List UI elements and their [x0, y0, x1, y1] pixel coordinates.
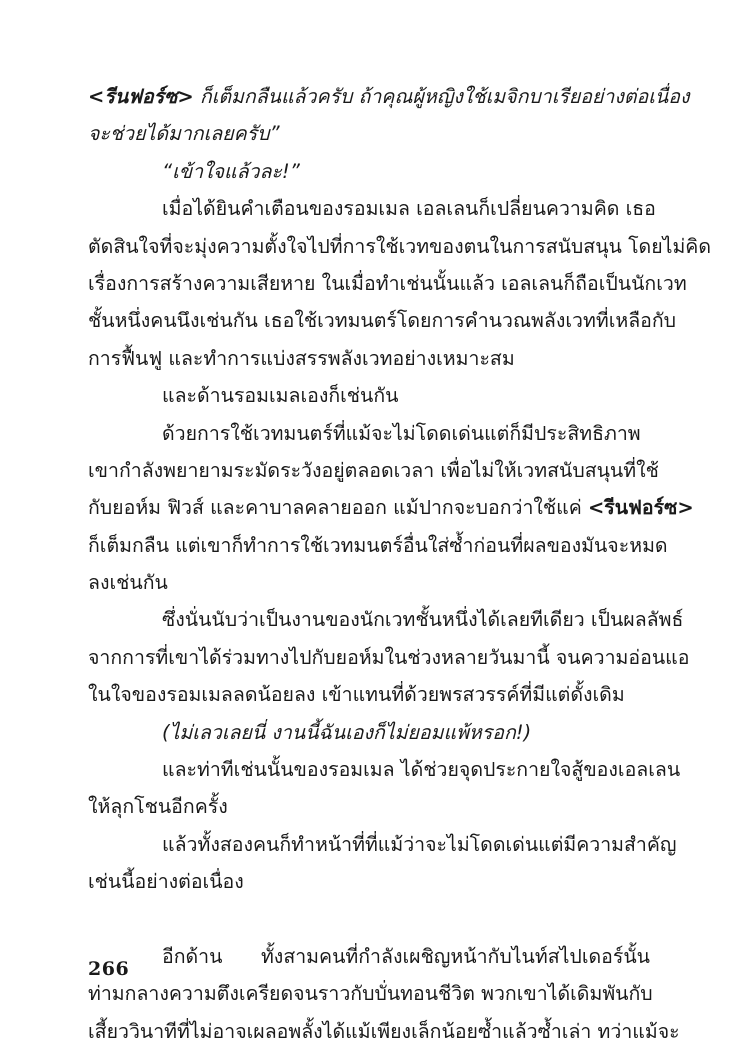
text-segment: ท่ามกลางความตึงเครียดจนราวกับบั่นทอนชีวิต พวกเขาได้เดิมพันกับ [88, 982, 653, 1006]
text-line [88, 153, 650, 190]
text-segment: (ไม่เลวเลยนี่ งานนี้ฉันเองก็ไม่ยอมแพ้หรอก!) [162, 720, 532, 744]
text-segment: เมื่อได้ยินคำเตือนของรอมเมล เอลเลนก็เปลี่ยนความคิด เธอ [162, 197, 656, 221]
text-segment: ด้วยการใช้เวทมนตร์ที่แม้จะไม่โดดเด่นแต่ก็มีประสิทธิภาพ [162, 421, 641, 445]
paragraph [88, 415, 694, 602]
paragraph [88, 601, 690, 713]
text-line [88, 302, 677, 339]
text-segment: และด้านรอมเมลเองก็เช่นกัน [162, 384, 399, 408]
section-break [88, 901, 650, 938]
text-line [88, 714, 650, 751]
text-line [88, 975, 653, 1012]
paragraph [88, 78, 690, 153]
paragraph [88, 153, 650, 190]
text-segment: <รีนฟอร์ซ> [587, 496, 694, 520]
paragraph [88, 714, 650, 751]
text-line [88, 415, 650, 452]
page-body [88, 78, 712, 1050]
text-line [88, 115, 650, 152]
paragraph [88, 377, 650, 414]
text-line [88, 190, 656, 227]
text-segment: ในใจของรอมเมลลดน้อยลง เข้าแทนที่ด้วยพรสวรรค์ที่มีแต่ดั้งเดิม [88, 683, 625, 707]
text-line [88, 265, 687, 302]
text-segment: ให้ลุกโชนอีกครั้ง [88, 795, 228, 819]
paragraph [88, 826, 677, 901]
text-segment: แล้วทั้งสองคนก็ทำหน้าที่ที่แม้ว่าจะไม่โดดเด่นแต่มีความสำคัญ [162, 832, 677, 856]
text-segment: เสี้ยววินาทีที่ไม่อาจเผลอพลั้งได้แม้เพียงเล็กน้อยซ้ำแล้วซ้ำเล่า ทว่าแม้จะ [88, 1019, 680, 1043]
text-line [88, 340, 650, 377]
paragraph [88, 190, 712, 377]
text-segment: ลงเช่นกัน [88, 571, 168, 595]
text-line [88, 938, 650, 975]
text-segment: “เข้าใจแล้วละ!” [162, 159, 300, 183]
text-segment: และท่าทีเช่นนั้นของรอมเมล ได้ช่วยจุดประกายใจสู้ของเอลเลน [162, 758, 681, 782]
text-segment: เรื่องการสร้างความเสียหาย ในเมื่อทำเช่นนั้นแล้ว เอลเลนก็ถือเป็นนักเวท [88, 271, 687, 295]
text-segment: เช่นนี้อย่างต่อเนื่อง [88, 870, 244, 894]
text-line [88, 564, 650, 601]
text-line [88, 751, 681, 788]
text-segment: ก็เต็มกลืน แต่เขาก็ทำการใช้เวทมนตร์อื่นใส่ซ้ำก่อนที่ผลของมันจะหมด [88, 533, 668, 557]
text-segment: ก็เต็มกลืนแล้วครับ ถ้าคุณผู้หญิงใช้เมจิกบาเรียอย่างต่อเนื่อง [193, 85, 690, 108]
text-segment: ชั้นหนึ่งคนนึงเช่นกัน เธอใช้เวทมนตร์โดยการคำนวณพลังเวทที่เหลือกับ [88, 309, 677, 333]
page-number: 266 [88, 958, 130, 980]
text-segment: <รีนฟอร์ซ> [88, 85, 194, 108]
text-line [88, 377, 650, 414]
text-line [88, 863, 650, 900]
text-segment: ซึ่งนั่นนับว่าเป็นงานของนักเวทชั้นหนึ่งได้เลยทีเดียว เป็นผลลัพธ์ [162, 608, 684, 632]
text-line [88, 527, 668, 564]
text-line [88, 676, 650, 713]
text-line [88, 1013, 680, 1050]
text-line [88, 228, 712, 265]
text-segment: จะช่วยได้มากเลยครับ” [88, 122, 280, 146]
text-segment: กับยอห์ม ฟิวส์ และคาบาลคลายออก แม้ปากจะบอกว่าใช้แค่ [88, 496, 588, 520]
text-line [88, 78, 690, 115]
text-line [88, 826, 677, 863]
text-segment: อีกด้าน ทั้งสามคนที่กำลังเผชิญหน้ากับไนท์สไปเดอร์นั้น [162, 944, 650, 968]
text-line [88, 639, 690, 676]
text-segment: จากการที่เขาได้ร่วมทางไปกับยอห์มในช่วงหลายวันมานี้ จนความอ่อนแอ [88, 645, 690, 669]
text-segment: เขากำลังพยายามระมัดระวังอยู่ตลอดเวลา เพื่อไม่ให้เวทสนับสนุนที่ใช้ [88, 458, 659, 482]
text-segment: ตัดสินใจที่จะมุ่งความตั้งใจไปที่การใช้เวทของตนในการสนับสนุน โดยไม่คิด [88, 234, 712, 258]
text-segment: การฟื้นฟู และทำการแบ่งสรรพลังเวทอย่างเหมาะสม [88, 346, 515, 370]
text-line [88, 601, 684, 638]
paragraph [88, 751, 681, 826]
text-line [88, 452, 659, 489]
paragraph [88, 938, 680, 1050]
text-line [88, 788, 650, 825]
text-line [88, 489, 694, 526]
